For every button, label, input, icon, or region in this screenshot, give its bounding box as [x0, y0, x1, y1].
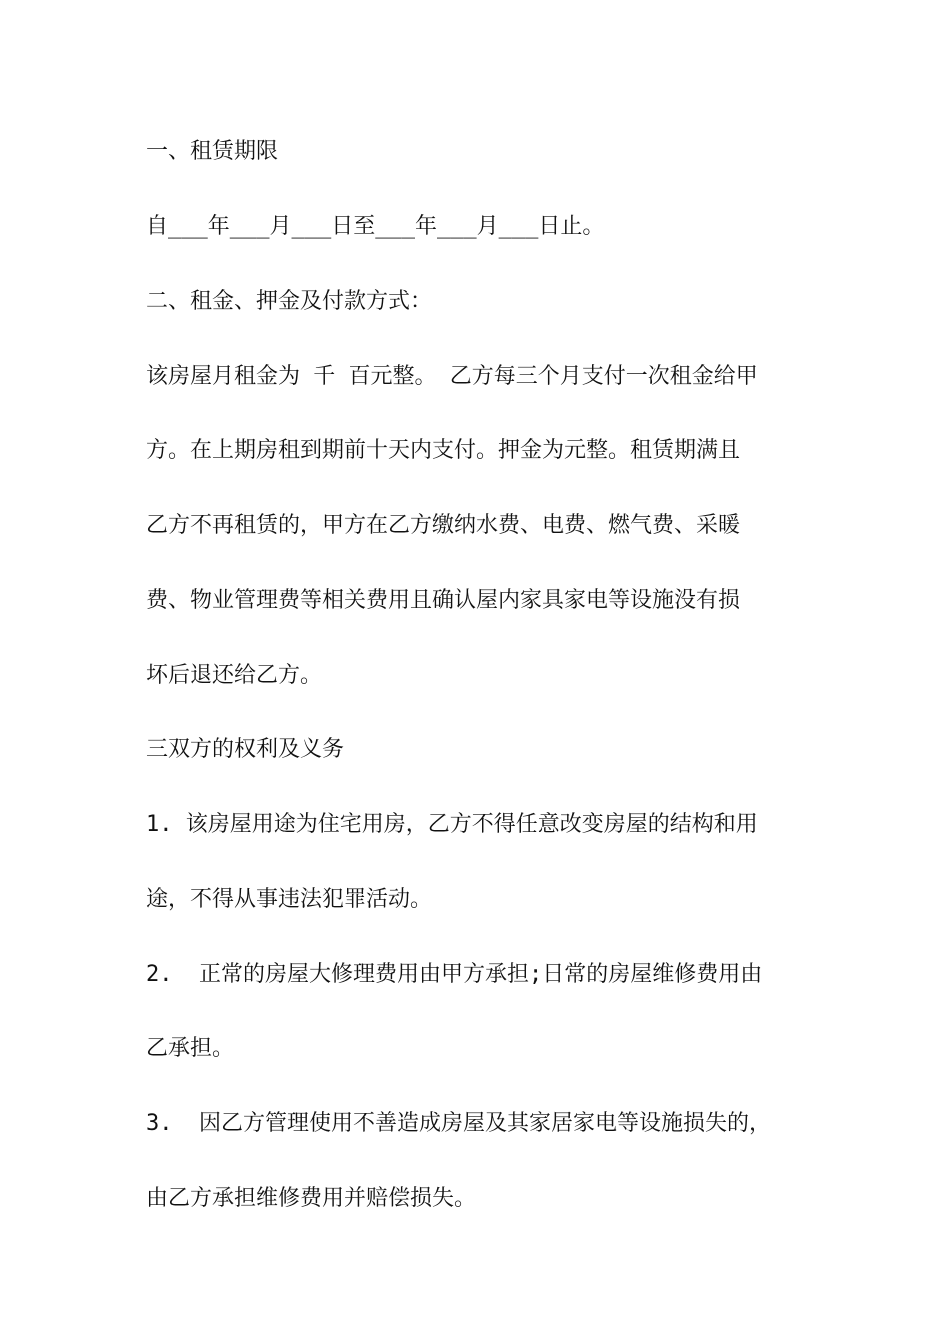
list-item-2-line: 2. 正常的房屋大修理费用由甲方承担;日常的房屋维修费用由: [146, 962, 763, 987]
section-heading-lease-term: 一、租赁期限: [146, 139, 279, 164]
list-item-1-line: 1. 该房屋用途为住宅用房，乙方不得任意改变房屋的结构和用: [146, 812, 758, 837]
lease-term-dates: 自___年___月___日至___年___月___日止。: [146, 214, 605, 239]
paragraph-line: 该房屋月租金为 千 百元整。 乙方每三个月支付一次租金给甲: [146, 364, 758, 389]
list-item-3-line: 3. 因乙方管理使用不善造成房屋及其家居家电等设施损失的，: [146, 1111, 771, 1136]
section-heading-rights-obligations: 三双方的权利及义务: [146, 737, 345, 762]
paragraph-line: 乙方不再租赁的，甲方在乙方缴纳水费、电费、燃气费、采暖: [146, 513, 741, 538]
list-item-3-line: 由乙方承担维修费用并赔偿损失。: [146, 1186, 477, 1211]
list-item-1-line: 途，不得从事违法犯罪活动。: [146, 887, 433, 912]
section-heading-rent-deposit: 二、租金、押金及付款方式：: [146, 289, 433, 314]
paragraph-line: 费、物业管理费等相关费用且确认屋内家具家电等设施没有损: [146, 588, 741, 613]
paragraph-line: 方。在上期房租到期前十天内支付。押金为元整。租赁期满且: [146, 438, 741, 463]
paragraph-line: 坏后退还给乙方。: [146, 663, 323, 688]
list-item-2-line: 乙承担。: [146, 1036, 235, 1061]
